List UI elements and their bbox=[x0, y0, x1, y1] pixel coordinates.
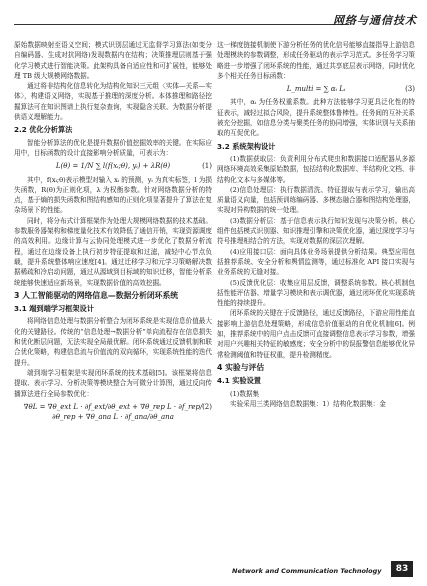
paragraph: 将网络信息处理与数据分析整合为闭环系统是实现信息价值最大化的关键路径。传统的“信息处理→数据分析”单向流程存在信息损失和优化断层问题，无法实现全局最优解。闭环系统通过反馈机制和联合优化策略，构建信息流与价值流的双向循环，实现系统性能的迭代提升。 bbox=[14, 317, 212, 367]
equation-number: (2) bbox=[202, 402, 212, 411]
paragraph: 通过将非结构化信息转化为结构化知识三元组〈实体—关系—实体〉，构建语义网络，实现基于推理的深度分析。本体推理和路径挖掘算法可在知识图谱上执行复杂查询，实现隐含关联、为数据分析提供语义理解能力。 bbox=[14, 82, 212, 122]
list-item: (2)信息处理层：执行数据清洗、特征提取与表示学习，输出高质量语义向量，包括预训练编码器、多模态融合器和图结构处理器，实现对异构数据的统一处理。 bbox=[217, 185, 415, 215]
list-item: (1)数据获取层：负责利用分布式爬虫和数据接口适配器从多源网络环境高效采集原始数据，包括结构化数据库、半结构化文档、非结构化文本与多媒体等。 bbox=[217, 154, 415, 184]
running-header bbox=[14, 6, 417, 34]
equation-1 bbox=[14, 161, 212, 171]
section-heading-3-1: 3.1 端到端学习框架设计 bbox=[14, 304, 94, 314]
paragraph: 实验采用三类网络信息数据集：1）结构化数据集：金 bbox=[230, 399, 386, 408]
paragraph: 闭环系统的关键在于反馈路径，通过反馈路径，下游应用性能直接影响上游信息处理策略，形成信息价值驱动的自优化机制[6]。例如，推荐系统中的用户点击反馈可直接调整信息表示学习参数，增强对用户兴趣相关特征的敏感度；安全分析中的误报警信息能够优化异常检测阈值和特征权重，提升检测精度。 bbox=[217, 309, 415, 359]
equation-number: (3) bbox=[405, 85, 415, 94]
page-number: 83 bbox=[391, 561, 413, 577]
equation-number: (1) bbox=[202, 162, 212, 171]
equation-text: L_multi = ∑ αᵢ Lᵢ bbox=[286, 85, 346, 94]
list-item: (3)数据分析层：基于信息表示执行知识发现与决策分析。核心组件包括模式识别器、知识推理引擎和决策优化器，通过深度学习与符号推理相结合的方法，实现对数据的深层次理解。 bbox=[217, 216, 415, 246]
paragraph: 其中，f(xᵢ;θ)表示模型对输入 xᵢ 的预测，yᵢ 为真实标签，l 为损失函数，R(θ)为正则化项，λ 为权衡参数。针对网络数据分析的特点，基于熵的损失函数和图结构感知的正则化项显著提升了算法在复杂场景下的性能。 bbox=[14, 175, 212, 215]
paragraph: 其中，αᵢ 为任务权重系数。此种方法能够学习更具泛化性的特征表示，减轻过拟合风险，提升系统整体鲁棒性。任务间的互补关系被充分挖掘，如信息分类与聚类任务的协同增强，实体识别与关系抽取的互促优化。 bbox=[217, 98, 415, 138]
right-column bbox=[217, 40, 415, 409]
paragraph: 智能分析算法的优化是提升数据价值挖掘效率的关键。在实际应用中，目标函数的设计直接影响分析质量，可表示为： bbox=[14, 138, 212, 157]
section-heading-3-2: 3.2 系统架构设计 bbox=[217, 141, 276, 151]
paragraph: 端到端学习框架是实现闭环系统的技术基础[5]。该框架将信息提取、表示学习、分析决策等模块整合为可微分计算图，通过反向传播算法进行全局参数优化： bbox=[14, 368, 212, 398]
journal-section-title: 网络与通信技术 bbox=[333, 14, 417, 27]
equation-2 bbox=[14, 402, 212, 423]
section-heading-2-2: 2.2 优化分析算法 bbox=[14, 125, 73, 135]
section-heading-3: 3 人工智能驱动的网络信息—数据分析闭环系统 bbox=[14, 290, 179, 300]
header-rule bbox=[14, 24, 349, 25]
section-heading-4: 4 实验与评估 bbox=[217, 362, 265, 372]
left-column bbox=[14, 40, 212, 425]
paragraph: 原始数据映射至语义空间；模式识别层通过无监督学习算法(如变分自编码器、生成对抗网络)发现数据内在结构；决策推理层则基于强化学习模式进行智能决策。此架构具备自适应性和可扩展性，能够处理 TB 级大规模网络数据。 bbox=[14, 41, 212, 80]
list-item: (5)反馈优化层：收集应用层反馈，调整系统参数。核心机制包括性能评估器、增量学习模块和表示调优器，通过闭环优化实现系统性能的持续提升。 bbox=[217, 278, 415, 308]
list-item: (4)应用接口层：面向具体业务场景提供分析结果。典型应用包括推荐系统、安全分析和舆情监测等，通过标准化 API 接口实现与业务系统的无缝对接。 bbox=[217, 247, 415, 277]
paragraph: (1)数据集 bbox=[230, 389, 260, 398]
equation-text: ∇θL = ∇θ_ext L · ∂f_ext/∂θ_ext + ∇θ_rep L · ∂f_rep/∂θ_rep + ∇θ_ana L · ∂f_ana/∂θ_ana bbox=[23, 402, 203, 422]
section-heading-4-1: 4.1 实验设置 bbox=[217, 376, 261, 386]
paragraph: 同时，将分布式计算框架作为处理大规模网络数据的技术基础。参数服务器架构和梯度量化技术有效降低了通信开销，实现资源调度的高效利用。边缘计算与云协同处理模式进一步优化了数据分析流程，通过在边缘设备上执行初步特征提取和过滤，减轻中心节点负载，提升系统整体响应速度[4]。通过迁移学习和元学习策略解决数据稀疏和冷启动问题，通过从源域到目标域的知识迁移，智能分析系统能够快速适应新场景，实现数据价值的高效挖掘。 bbox=[14, 216, 212, 287]
paragraph: 这一梯度链接机制使下游分析任务的优化信号能够直接指导上游信息处理模块的参数调整，形成任务驱动的表示学习范式。多任务学习策略进一步增强了闭环系统的性能，通过共享底层表示网络，同时优化多个相关任务目标函数： bbox=[217, 41, 415, 80]
equation-text: L(θ) = 1/N ∑ l(f(xᵢ;θ), yᵢ) + λR(θ) bbox=[55, 162, 171, 171]
journal-footer: Network and Communication Technology bbox=[232, 567, 382, 575]
equation-3 bbox=[217, 84, 415, 94]
